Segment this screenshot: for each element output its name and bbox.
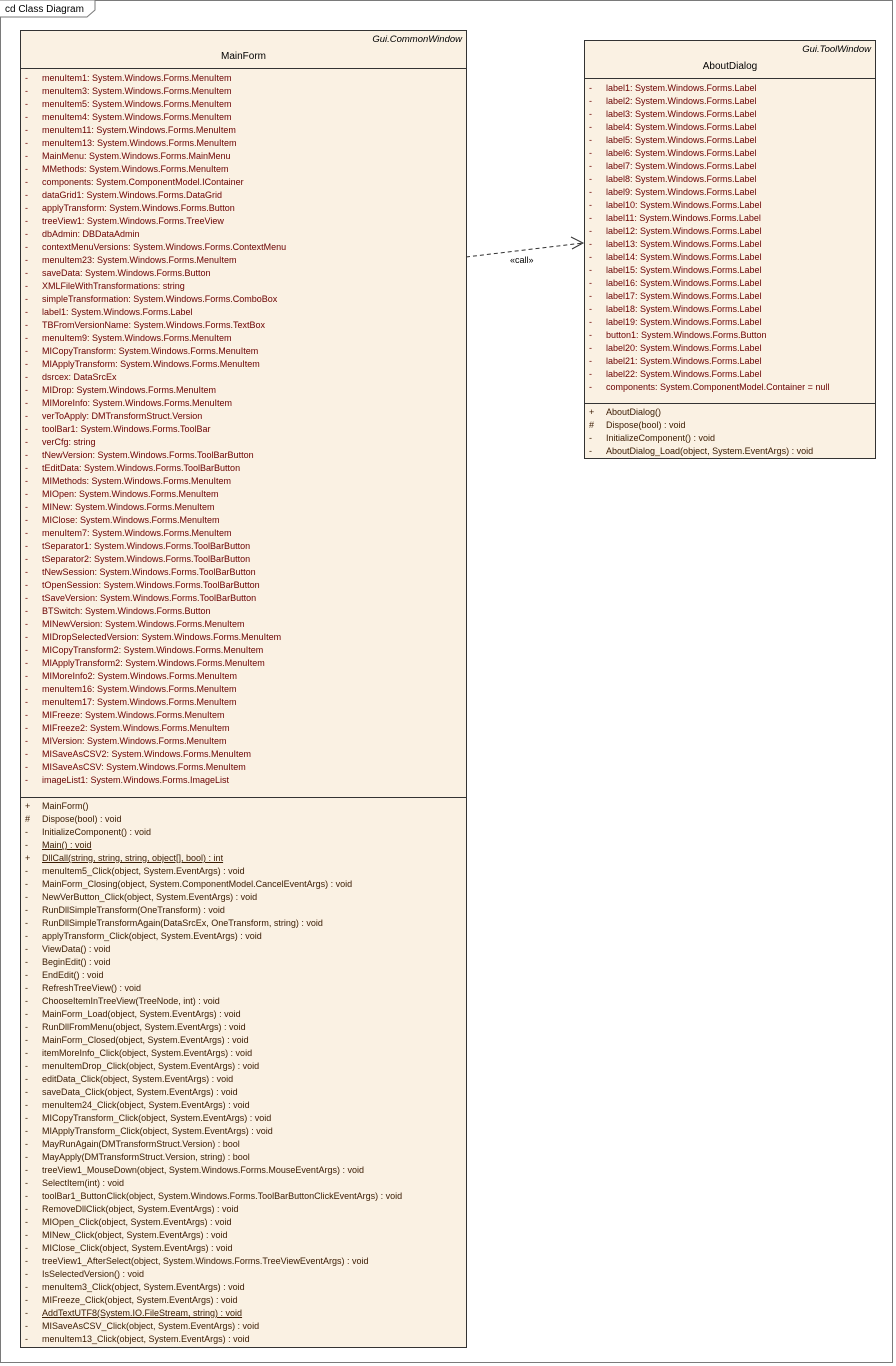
attribute-declaration: label15: System.Windows.Forms.Label xyxy=(606,265,762,275)
visibility-marker: - xyxy=(25,359,28,369)
operation-signature: treeView1_MouseDown(object, System.Windows.Forms.MouseEventArgs) : void xyxy=(42,1165,364,1175)
visibility-marker: - xyxy=(25,138,28,148)
attribute-declaration: MIMethods: System.Windows.Forms.MenuItem xyxy=(42,476,232,486)
attribute-declaration: label7: System.Windows.Forms.Label xyxy=(606,161,757,171)
operation-signature: MIApplyTransform_Click(object, System.EventArgs) : void xyxy=(42,1126,273,1136)
class-aboutdialog[interactable] xyxy=(584,40,876,459)
visibility-marker: - xyxy=(25,593,28,603)
attribute-declaration: BTSwitch: System.Windows.Forms.Button xyxy=(42,606,211,616)
visibility-marker: - xyxy=(25,892,28,902)
visibility-marker: - xyxy=(25,736,28,746)
attribute-declaration: components: System.ComponentModel.Container = null xyxy=(606,382,830,392)
attribute-declaration: components: System.ComponentModel.IContainer xyxy=(42,177,244,187)
visibility-marker: - xyxy=(25,307,28,317)
attribute-declaration: MIDrop: System.Windows.Forms.MenuItem xyxy=(42,385,217,395)
operations-compartment xyxy=(585,403,875,460)
visibility-marker: - xyxy=(589,265,592,275)
visibility-marker: - xyxy=(25,710,28,720)
attribute-declaration: label11: System.Windows.Forms.Label xyxy=(606,213,761,223)
visibility-marker: - xyxy=(25,203,28,213)
visibility-marker: - xyxy=(25,567,28,577)
attribute-declaration: label21: System.Windows.Forms.Label xyxy=(606,356,762,366)
visibility-marker: # xyxy=(589,420,595,430)
visibility-marker: - xyxy=(25,1282,28,1292)
operation-signature: SelectItem(int) : void xyxy=(42,1178,125,1188)
visibility-marker: - xyxy=(25,333,28,343)
visibility-marker: - xyxy=(25,905,28,915)
visibility-marker: - xyxy=(589,200,592,210)
attribute-declaration: MMethods: System.Windows.Forms.MenuItem xyxy=(42,164,229,174)
operation-signature: menuItem13_Click(object, System.EventArgs) : void xyxy=(42,1334,250,1344)
visibility-marker: - xyxy=(25,541,28,551)
attributes-compartment xyxy=(585,79,875,403)
attribute-declaration: menuItem13: System.Windows.Forms.MenuItem xyxy=(42,138,237,148)
visibility-marker: + xyxy=(25,801,31,811)
attribute-declaration: MainMenu: System.Windows.Forms.MainMenu xyxy=(42,151,231,161)
attribute-declaration: menuItem5: System.Windows.Forms.MenuItem xyxy=(42,99,232,109)
operations-compartment xyxy=(21,797,466,1349)
dependency-arrowhead xyxy=(571,237,583,249)
attribute-declaration: MICopyTransform: System.Windows.Forms.MenuItem xyxy=(42,346,259,356)
visibility-marker: - xyxy=(589,304,592,314)
visibility-marker: - xyxy=(589,135,592,145)
visibility-marker: - xyxy=(589,83,592,93)
attribute-declaration: MIFreeze2: System.Windows.Forms.MenuItem xyxy=(42,723,230,733)
operation-signature: AboutDialog() xyxy=(606,407,662,417)
operation-signature: Dispose(bool) : void xyxy=(42,814,122,824)
attribute-declaration: tSeparator2: System.Windows.Forms.ToolBarButton xyxy=(42,554,251,564)
attribute-declaration: MIVersion: System.Windows.Forms.MenuItem xyxy=(42,736,227,746)
operation-signature: DllCall(string, string, string, object[], bool) : int xyxy=(42,853,224,863)
attribute-declaration: MISaveAsCSV2: System.Windows.Forms.MenuItem xyxy=(42,749,252,759)
operation-signature: menuItemDrop_Click(object, System.EventArgs) : void xyxy=(42,1061,260,1071)
visibility-marker: - xyxy=(25,515,28,525)
operation-signature: Main() : void xyxy=(42,840,92,850)
visibility-marker: - xyxy=(25,502,28,512)
operation-signature: MainForm_Load(object, System.EventArgs) : void xyxy=(42,1009,241,1019)
visibility-marker: - xyxy=(25,1178,28,1188)
attribute-declaration: MICopyTransform2: System.Windows.Forms.MenuItem xyxy=(42,645,264,655)
attribute-declaration: button1: System.Windows.Forms.Button xyxy=(606,330,767,340)
visibility-marker: + xyxy=(589,407,595,417)
visibility-marker: - xyxy=(589,343,592,353)
visibility-marker: # xyxy=(25,814,31,824)
class-header xyxy=(585,41,875,79)
class-name: AboutDialog xyxy=(702,61,758,72)
visibility-marker: - xyxy=(25,281,28,291)
visibility-marker: - xyxy=(25,1048,28,1058)
visibility-marker: - xyxy=(25,970,28,980)
visibility-marker: - xyxy=(25,1126,28,1136)
visibility-marker: - xyxy=(589,109,592,119)
operation-signature: treeView1_AfterSelect(object, System.Windows.Forms.TreeViewEventArgs) : void xyxy=(42,1256,369,1266)
visibility-marker: - xyxy=(589,122,592,132)
attribute-declaration: MIFreeze: System.Windows.Forms.MenuItem xyxy=(42,710,225,720)
operation-signature: MIOpen_Click(object, System.EventArgs) : void xyxy=(42,1217,232,1227)
class-stereotype: Gui.ToolWindow xyxy=(802,44,871,55)
visibility-marker: - xyxy=(25,1204,28,1214)
attribute-declaration: menuItem17: System.Windows.Forms.MenuItem xyxy=(42,697,237,707)
attribute-declaration: label17: System.Windows.Forms.Label xyxy=(606,291,762,301)
attribute-declaration: label12: System.Windows.Forms.Label xyxy=(606,226,762,236)
attribute-declaration: tEditData: System.Windows.Forms.ToolBarButton xyxy=(42,463,241,473)
visibility-marker: - xyxy=(25,1009,28,1019)
attribute-declaration: label6: System.Windows.Forms.Label xyxy=(606,148,757,158)
attribute-declaration: label9: System.Windows.Forms.Label xyxy=(606,187,757,197)
attribute-declaration: dsrcex: DataSrcEx xyxy=(42,372,117,382)
operation-signature: MIClose_Click(object, System.EventArgs) : void xyxy=(42,1243,233,1253)
visibility-marker: - xyxy=(25,372,28,382)
visibility-marker: - xyxy=(589,174,592,184)
visibility-marker: - xyxy=(25,86,28,96)
attribute-declaration: applyTransform: System.Windows.Forms.Button xyxy=(42,203,235,213)
visibility-marker: - xyxy=(25,1217,28,1227)
visibility-marker: - xyxy=(25,242,28,252)
visibility-marker: - xyxy=(25,190,28,200)
visibility-marker: - xyxy=(25,1321,28,1331)
attribute-declaration: menuItem7: System.Windows.Forms.MenuItem xyxy=(42,528,232,538)
visibility-marker: - xyxy=(589,187,592,197)
attribute-declaration: menuItem3: System.Windows.Forms.MenuItem xyxy=(42,86,232,96)
visibility-marker: - xyxy=(25,216,28,226)
visibility-marker: - xyxy=(25,931,28,941)
operation-signature: RefreshTreeView() : void xyxy=(42,983,142,993)
visibility-marker: - xyxy=(589,369,592,379)
visibility-marker: - xyxy=(25,1334,28,1344)
visibility-marker: - xyxy=(589,317,592,327)
attribute-declaration: tOpenSession: System.Windows.Forms.ToolBarButton xyxy=(42,580,260,590)
visibility-marker: - xyxy=(25,151,28,161)
visibility-marker: - xyxy=(589,291,592,301)
operation-signature: InitializeComponent() : void xyxy=(606,433,716,443)
visibility-marker: - xyxy=(25,268,28,278)
operation-signature: MINew_Click(object, System.EventArgs) : void xyxy=(42,1230,228,1240)
visibility-marker: - xyxy=(25,723,28,733)
visibility-marker: - xyxy=(25,749,28,759)
visibility-marker: - xyxy=(25,1100,28,1110)
visibility-marker: - xyxy=(25,1308,28,1318)
visibility-marker: - xyxy=(25,294,28,304)
visibility-marker: - xyxy=(25,424,28,434)
visibility-marker: - xyxy=(589,330,592,340)
visibility-marker: - xyxy=(25,411,28,421)
visibility-marker: - xyxy=(25,1256,28,1266)
visibility-marker: - xyxy=(25,645,28,655)
attribute-declaration: tSeparator1: System.Windows.Forms.ToolBarButton xyxy=(42,541,251,551)
operation-signature: MIFreeze_Click(object, System.EventArgs) : void xyxy=(42,1295,238,1305)
visibility-marker: - xyxy=(25,671,28,681)
frame-title: cd Class Diagram xyxy=(5,4,84,15)
visibility-marker: - xyxy=(25,112,28,122)
visibility-marker: - xyxy=(25,606,28,616)
visibility-marker: - xyxy=(589,446,592,456)
operation-signature: MainForm_Closing(object, System.ComponentModel.CancelEventArgs) : void xyxy=(42,879,353,889)
visibility-marker: - xyxy=(25,1061,28,1071)
operation-signature: AboutDialog_Load(object, System.EventArgs) : void xyxy=(606,446,814,456)
operation-signature: menuItem24_Click(object, System.EventArgs) : void xyxy=(42,1100,250,1110)
attribute-declaration: MIClose: System.Windows.Forms.MenuItem xyxy=(42,515,220,525)
visibility-marker: - xyxy=(25,697,28,707)
visibility-marker: - xyxy=(25,450,28,460)
attribute-declaration: XMLFileWithTransformations: string xyxy=(42,281,185,291)
attribute-declaration: label14: System.Windows.Forms.Label xyxy=(606,252,762,262)
visibility-marker: - xyxy=(589,226,592,236)
operation-signature: IsSelectedVersion() : void xyxy=(42,1269,145,1279)
visibility-marker: - xyxy=(589,213,592,223)
attribute-declaration: label8: System.Windows.Forms.Label xyxy=(606,174,757,184)
attribute-declaration: label3: System.Windows.Forms.Label xyxy=(606,109,757,119)
visibility-marker: - xyxy=(25,463,28,473)
attribute-declaration: MIDropSelectedVersion: System.Windows.Forms.MenuItem xyxy=(42,632,282,642)
visibility-marker: - xyxy=(25,346,28,356)
attribute-declaration: tNewSession: System.Windows.Forms.ToolBarButton xyxy=(42,567,256,577)
operation-signature: MICopyTransform_Click(object, System.EventArgs) : void xyxy=(42,1113,272,1123)
operation-signature: menuItem5_Click(object, System.EventArgs) : void xyxy=(42,866,245,876)
attribute-declaration: imageList1: System.Windows.Forms.ImageList xyxy=(42,775,230,785)
attribute-declaration: label1: System.Windows.Forms.Label xyxy=(42,307,193,317)
visibility-marker: - xyxy=(25,944,28,954)
visibility-marker: - xyxy=(25,398,28,408)
visibility-marker: - xyxy=(25,437,28,447)
visibility-marker: - xyxy=(589,278,592,288)
attribute-declaration: menuItem16: System.Windows.Forms.MenuItem xyxy=(42,684,237,694)
attribute-declaration: contextMenuVersions: System.Windows.Forms.ContextMenu xyxy=(42,242,287,252)
visibility-marker: - xyxy=(589,239,592,249)
operation-signature: ViewData() : void xyxy=(42,944,111,954)
visibility-marker: - xyxy=(25,658,28,668)
visibility-marker: - xyxy=(25,528,28,538)
attribute-declaration: label2: System.Windows.Forms.Label xyxy=(606,96,757,106)
visibility-marker: - xyxy=(25,619,28,629)
operation-signature: saveData_Click(object, System.EventArgs) : void xyxy=(42,1087,238,1097)
visibility-marker: - xyxy=(25,879,28,889)
visibility-marker: - xyxy=(25,1139,28,1149)
attribute-declaration: MIMoreInfo: System.Windows.Forms.MenuItem xyxy=(42,398,233,408)
attribute-declaration: menuItem4: System.Windows.Forms.MenuItem xyxy=(42,112,232,122)
visibility-marker: - xyxy=(25,255,28,265)
attribute-declaration: dbAdmin: DBDataAdmin xyxy=(42,229,140,239)
visibility-marker: - xyxy=(25,1269,28,1279)
visibility-marker: - xyxy=(25,1152,28,1162)
operation-signature: Dispose(bool) : void xyxy=(606,420,686,430)
visibility-marker: - xyxy=(25,1295,28,1305)
visibility-marker: - xyxy=(25,1035,28,1045)
attribute-declaration: verToApply: DMTransformStruct.Version xyxy=(42,411,203,421)
operation-signature: MainForm() xyxy=(42,801,89,811)
visibility-marker: - xyxy=(25,762,28,772)
visibility-marker: - xyxy=(25,164,28,174)
attribute-declaration: MINewVersion: System.Windows.Forms.MenuItem xyxy=(42,619,245,629)
visibility-marker: - xyxy=(25,840,28,850)
visibility-marker: - xyxy=(25,1243,28,1253)
class-stereotype: Gui.CommonWindow xyxy=(372,34,462,45)
attribute-declaration: label22: System.Windows.Forms.Label xyxy=(606,369,762,379)
operation-signature: RunDllSimpleTransformAgain(DataSrcEx, OneTransform, string) : void xyxy=(42,918,323,928)
visibility-marker: - xyxy=(25,1191,28,1201)
visibility-marker: - xyxy=(25,229,28,239)
visibility-marker: - xyxy=(589,382,592,392)
operation-signature: toolBar1_ButtonClick(object, System.Windows.Forms.ToolBarButtonClickEventArgs) : void xyxy=(42,1191,403,1201)
operation-signature: ChooseItemInTreeView(TreeNode, int) : void xyxy=(42,996,220,1006)
attribute-declaration: MIApplyTransform: System.Windows.Forms.MenuItem xyxy=(42,359,260,369)
attribute-declaration: label19: System.Windows.Forms.Label xyxy=(606,317,762,327)
visibility-marker: - xyxy=(25,1074,28,1084)
attribute-declaration: MIOpen: System.Windows.Forms.MenuItem xyxy=(42,489,219,499)
visibility-marker: + xyxy=(25,853,31,863)
class-name: MainForm xyxy=(220,51,266,62)
attribute-declaration: menuItem1: System.Windows.Forms.MenuItem xyxy=(42,73,232,83)
visibility-marker: - xyxy=(589,356,592,366)
visibility-marker: - xyxy=(25,632,28,642)
attribute-declaration: MISaveAsCSV: System.Windows.Forms.MenuItem xyxy=(42,762,246,772)
attribute-declaration: label5: System.Windows.Forms.Label xyxy=(606,135,757,145)
operation-signature: NewVerButton_Click(object, System.EventArgs) : void xyxy=(42,892,258,902)
attribute-declaration: simpleTransformation: System.Windows.Forms.ComboBox xyxy=(42,294,278,304)
attribute-declaration: label4: System.Windows.Forms.Label xyxy=(606,122,757,132)
attribute-declaration: MINew: System.Windows.Forms.MenuItem xyxy=(42,502,215,512)
visibility-marker: - xyxy=(25,1087,28,1097)
visibility-marker: - xyxy=(25,866,28,876)
visibility-marker: - xyxy=(25,827,28,837)
visibility-marker: - xyxy=(25,476,28,486)
visibility-marker: - xyxy=(589,161,592,171)
operation-signature: editData_Click(object, System.EventArgs) : void xyxy=(42,1074,234,1084)
attribute-declaration: label18: System.Windows.Forms.Label xyxy=(606,304,762,314)
attribute-declaration: TBFromVersionName: System.Windows.Forms.TextBox xyxy=(42,320,266,330)
operation-signature: InitializeComponent() : void xyxy=(42,827,152,837)
visibility-marker: - xyxy=(25,1230,28,1240)
visibility-marker: - xyxy=(25,1022,28,1032)
visibility-marker: - xyxy=(25,996,28,1006)
operation-signature: AddTextUTF8(System.IO.FileStream, string) : void xyxy=(42,1308,243,1318)
visibility-marker: - xyxy=(25,73,28,83)
visibility-marker: - xyxy=(25,580,28,590)
visibility-marker: - xyxy=(25,320,28,330)
operation-signature: MayRunAgain(DMTransformStruct.Version) : bool xyxy=(42,1139,240,1149)
attribute-declaration: treeView1: System.Windows.Forms.TreeView xyxy=(42,216,224,226)
visibility-marker: - xyxy=(589,148,592,158)
attribute-declaration: label1: System.Windows.Forms.Label xyxy=(606,83,757,93)
visibility-marker: - xyxy=(25,385,28,395)
visibility-marker: - xyxy=(25,177,28,187)
operation-signature: RunDllFromMenu(object, System.EventArgs) : void xyxy=(42,1022,246,1032)
visibility-marker: - xyxy=(25,918,28,928)
operation-signature: MayApply(DMTransformStruct.Version, string) : bool xyxy=(42,1152,250,1162)
operation-signature: RunDllSimpleTransform(OneTransform) : void xyxy=(42,905,225,915)
visibility-marker: - xyxy=(25,125,28,135)
operation-signature: EndEdit() : void xyxy=(42,970,104,980)
attribute-declaration: toolBar1: System.Windows.Forms.ToolBar xyxy=(42,424,211,434)
visibility-marker: - xyxy=(589,96,592,106)
operation-signature: itemMoreInfo_Click(object, System.EventArgs) : void xyxy=(42,1048,253,1058)
operation-signature: MainForm_Closed(object, System.EventArgs) : void xyxy=(42,1035,249,1045)
operation-signature: RemoveDllClick(object, System.EventArgs) : void xyxy=(42,1204,239,1214)
visibility-marker: - xyxy=(25,554,28,564)
operation-signature: menuItem3_Click(object, System.EventArgs) : void xyxy=(42,1282,245,1292)
operation-signature: BeginEdit() : void xyxy=(42,957,111,967)
attribute-declaration: tSaveVersion: System.Windows.Forms.ToolBarButton xyxy=(42,593,257,603)
attribute-declaration: dataGrid1: System.Windows.Forms.DataGrid xyxy=(42,190,223,200)
visibility-marker: - xyxy=(25,983,28,993)
visibility-marker: - xyxy=(25,775,28,785)
visibility-marker: - xyxy=(25,489,28,499)
operation-signature: MISaveAsCSV_Click(object, System.EventArgs) : void xyxy=(42,1321,260,1331)
visibility-marker: - xyxy=(25,684,28,694)
attribute-declaration: verCfg: string xyxy=(42,437,96,447)
attribute-declaration: label20: System.Windows.Forms.Label xyxy=(606,343,762,353)
attribute-declaration: menuItem9: System.Windows.Forms.MenuItem xyxy=(42,333,232,343)
attribute-declaration: label13: System.Windows.Forms.Label xyxy=(606,239,762,249)
class-mainform[interactable] xyxy=(20,30,467,1348)
attribute-declaration: menuItem23: System.Windows.Forms.MenuItem xyxy=(42,255,237,265)
attribute-declaration: MIApplyTransform2: System.Windows.Forms.MenuItem xyxy=(42,658,265,668)
operation-signature: applyTransform_Click(object, System.EventArgs) : void xyxy=(42,931,262,941)
call-stereotype-label: «call» xyxy=(510,255,534,265)
attributes-compartment xyxy=(21,69,466,797)
attribute-declaration: tNewVersion: System.Windows.Forms.ToolBarButton xyxy=(42,450,254,460)
attribute-declaration: menuItem11: System.Windows.Forms.MenuItem xyxy=(42,125,236,135)
visibility-marker: - xyxy=(25,957,28,967)
attribute-declaration: label16: System.Windows.Forms.Label xyxy=(606,278,762,288)
attribute-declaration: MIMoreInfo2: System.Windows.Forms.MenuItem xyxy=(42,671,238,681)
visibility-marker: - xyxy=(25,99,28,109)
visibility-marker: - xyxy=(589,433,592,443)
attribute-declaration: label10: System.Windows.Forms.Label xyxy=(606,200,762,210)
visibility-marker: - xyxy=(25,1165,28,1175)
visibility-marker: - xyxy=(589,252,592,262)
visibility-marker: - xyxy=(25,1113,28,1123)
class-header xyxy=(21,31,466,69)
attribute-declaration: saveData: System.Windows.Forms.Button xyxy=(42,268,211,278)
